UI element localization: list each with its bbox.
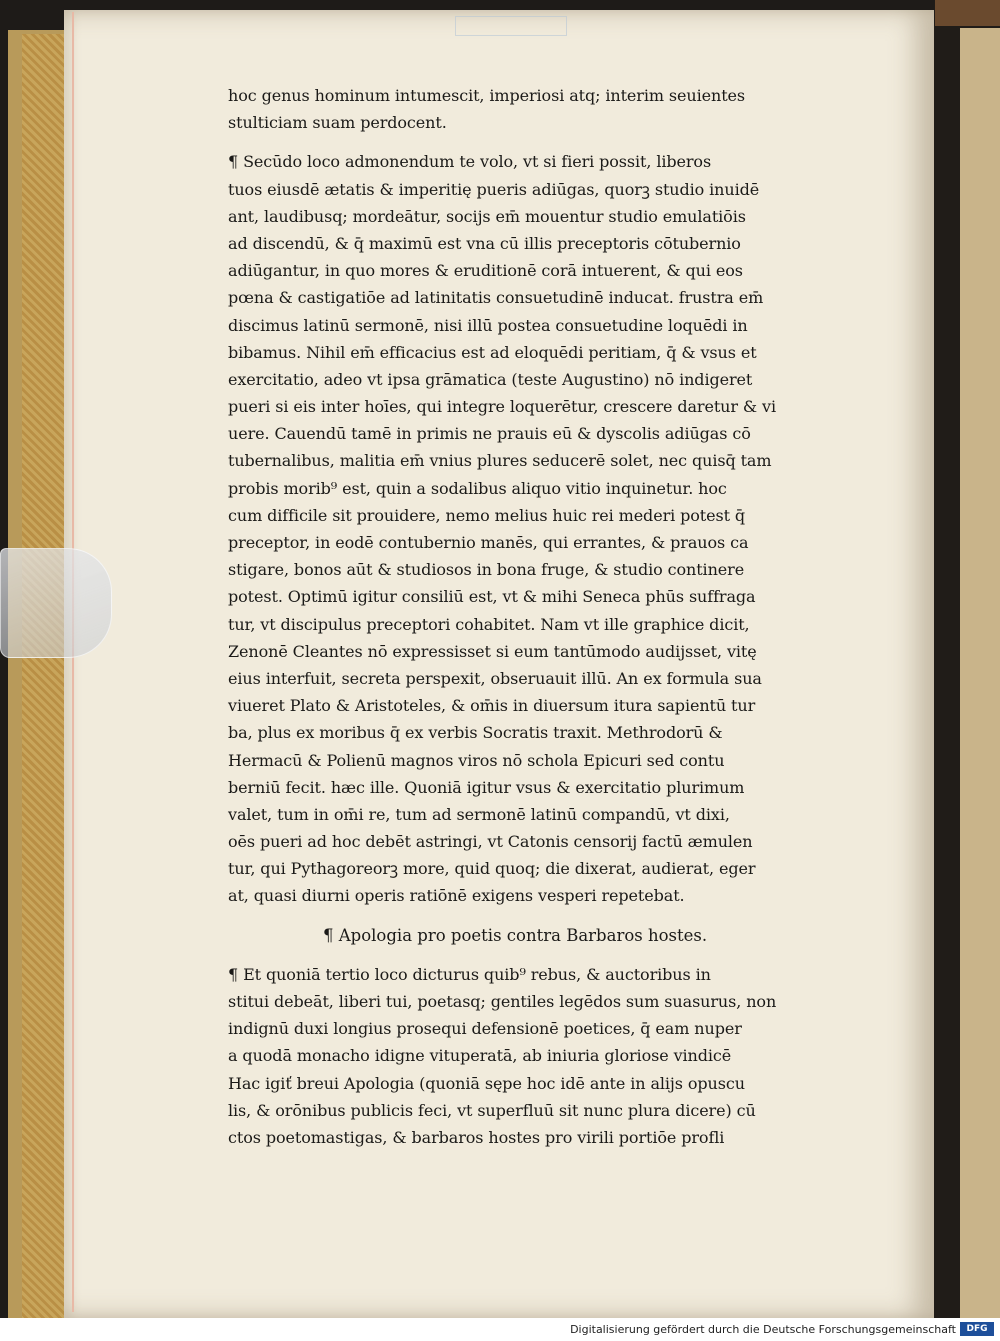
text-line: stigare, bonos aūt & studiosos in bona fruge, & studio continere bbox=[228, 560, 745, 580]
text-line: pœna & castigatiōe ad latinitatis consuetudinē inducat. frustra em̄ bbox=[228, 288, 764, 308]
next-leaf-edge bbox=[960, 28, 1000, 1318]
footer-bar bbox=[0, 1318, 1000, 1341]
text-line: uere. Cauendū tamē in primis ne prauis eū & dyscolis adiūgas cō bbox=[228, 424, 751, 444]
text-line: exercitatio, adeo vt ipsa grāmatica (teste Augustino) nō indigeret bbox=[228, 369, 753, 389]
paragraph-tertio bbox=[228, 961, 888, 1151]
text-line: cum difficile sit prouidere, nemo melius huic rei mederi potest q̄ bbox=[228, 505, 746, 525]
text-line: viueret Plato & Aristoteles, & om̄is in diuersum itura sapientū tur bbox=[228, 696, 756, 716]
paragraph-secundo bbox=[228, 148, 888, 909]
paragraph-continuation bbox=[228, 82, 888, 136]
text-line: adiūgantur, in quo mores & eruditionē corā intuerent, & qui eos bbox=[228, 261, 743, 281]
spacer bbox=[228, 949, 888, 961]
text-line: valet, tum in om̄i re, tum ad sermonē latinū compandū, vt dixi, bbox=[228, 804, 730, 824]
text-line: eius interfuit, secreta perspexit, obseruauit illū. An ex formula sua bbox=[228, 668, 762, 688]
section-heading: ¶ Apologia pro poetis contra Barbaros hostes. bbox=[323, 925, 708, 945]
text-line: indignū duxi longius prosequi defensionē poetices, q̄ eam nuper bbox=[228, 1019, 742, 1039]
holding-clip bbox=[0, 548, 112, 658]
text-line: ¶ Et quoniā tertio loco dicturus quib⁹ rebus, & auctoribus in bbox=[228, 964, 711, 984]
funding-notice: Digitalisierung gefördert durch die Deutsche Forschungsgemeinschaft bbox=[570, 1323, 956, 1336]
binding-edge bbox=[935, 0, 1000, 26]
text-line: ctos poetomastigas, & barbaros hostes pro virili portiōe profli bbox=[228, 1127, 725, 1147]
spacer bbox=[228, 136, 888, 148]
library-stamp bbox=[455, 16, 567, 36]
text-line: tubernalibus, malitia em̄ vnius plures seducerē solet, nec quisq̄ tam bbox=[228, 451, 772, 471]
text-line: tuos eiusdē ætatis & imperitię pueris adiūgas, quorꝫ studio inuidē bbox=[228, 179, 760, 199]
text-line: preceptor, in eodē contubernio manēs, qui errantes, & prauos ca bbox=[228, 533, 749, 552]
text-line: potest. Optimū igitur consiliū est, vt & mihi Seneca phūs suffraga bbox=[228, 587, 756, 607]
text-line: pueri si eis inter hoīes, qui integre loquerētur, crescere daretur & vi bbox=[228, 397, 776, 417]
text-line: hoc genus hominum intumescit, imperiosi atq; interim seuientes bbox=[228, 86, 746, 105]
text-line: Hac igiť breui Apologia (quoniā sępe hoc idē ante in alijs opuscu bbox=[228, 1073, 745, 1093]
text-line: tur, qui Pythagoreorꝫ more, quid quoq; die dixerat, audierat, eger bbox=[228, 859, 756, 879]
text-line: stulticiam suam perdocent. bbox=[228, 113, 447, 133]
text-line: tur, vt discipulus preceptori cohabitet. Nam vt ille graphice dicit, bbox=[228, 614, 750, 634]
dfg-logo: DFG bbox=[960, 1322, 994, 1336]
text-line: probis morib⁹ est, quin a sodalibus aliquo vitio inquinetur. hoc bbox=[228, 478, 727, 498]
page-text bbox=[228, 82, 888, 1151]
text-line: Zenonē Cleantes nō expressisset si eum tantūmodo audijsset, vitę bbox=[228, 641, 757, 661]
text-line: ad discendū, & q̄ maximū est vna cū illis preceptoris cōtubernio bbox=[228, 233, 741, 253]
text-line: discimus latinū sermonē, nisi illū postea consuetudine loquēdi in bbox=[228, 315, 748, 335]
text-line: at, quasi diurni operis ratiōnē exigens vesperi repetebat. bbox=[228, 886, 685, 906]
text-line: bibamus. Nihil em̄ efficacius est ad eloquēdi peritiam, q̄ & vsus et bbox=[228, 342, 757, 362]
text-line: stitui debeāt, liberi tui, poetasq; gentiles legēdos sum suasurus, non bbox=[228, 992, 777, 1011]
text-line: oēs pueri ad hoc debēt astringi, vt Catonis censorij factū æmulen bbox=[228, 832, 753, 852]
text-line: ¶ Secūdo loco admonendum te volo, vt si fieri possit, liberos bbox=[228, 152, 712, 172]
text-line: a quodā monacho idigne vituperatā, ab iniuria gloriose vindicē bbox=[228, 1046, 732, 1066]
text-line: lis, & orōnibus publicis feci, vt superfluū sit nunc plura dicere) cū bbox=[228, 1100, 756, 1120]
text-line: berniū fecit. hæc ille. Quoniā igitur vsus & exercitatio plurimum bbox=[228, 777, 745, 797]
text-line: ba, plus ex moribus q̄ ex verbis Socratis traxit. Methrodorū & bbox=[228, 723, 723, 743]
text-line: Hermacū & Polienū magnos viros nō schola Epicuri sed contu bbox=[228, 750, 725, 770]
red-margin-rule bbox=[72, 12, 74, 1312]
spacer bbox=[228, 910, 888, 922]
text-line: ant, laudibusq; mordeātur, socijs em̄ mouentur studio emulatiōis bbox=[228, 206, 746, 226]
